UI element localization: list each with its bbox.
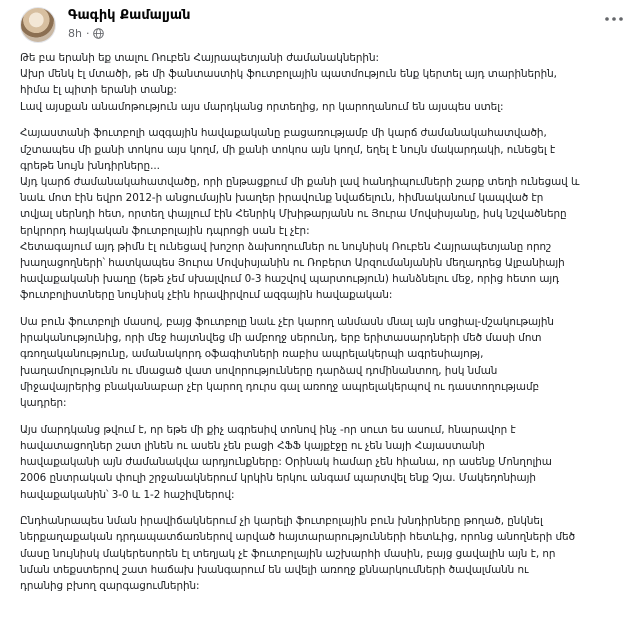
more-options-icon — [605, 17, 623, 21]
post-paragraph: Թե բա երանի եք տալու Ռուբեն Հայրապետյանի ժամանակներին: Ախր մենկ էլ մտածի, թե մի ֆանտաստիկ ֆուտբոլային պատմություն ենք կերտել այդ տարիներին, հիմա էլ պիտի երանի տանք: Լավ այսքան անամոթություն այս մարդկանց որտեղից, որ կարողանում են այսպես ստել: — [20, 52, 557, 113]
post-paragraph: Ընդհանրապես նման իրավիճակներում չի կարելի ֆուտբոլային բուն խնդիրները թողած, ընկնել ներքաղաքական դրդապատճառներով արված հայտարարությունների հետևից, որոնց անողների մեծ մասը նույնիսկ մակերեսորեն էլ տեղյակ չէ ֆուտբոլային աշխարհի մասին, բայց ցավալին այն է, որ նման տեքստերով շատ հաճախ խանգարում են ավելի առողջ քննարկումների ծավալմանն ու դրանից բխող զարգացումներին: — [20, 515, 576, 593]
more-options-button[interactable] — [602, 9, 626, 29]
post-time[interactable]: 8h — [68, 27, 82, 40]
post-body — [20, 50, 628, 594]
author-avatar[interactable] — [20, 7, 56, 43]
globe-icon — [93, 28, 104, 39]
author-name[interactable]: Գագիկ Քամալյան — [68, 8, 191, 23]
post-paragraph: Այս մարդկանց թվում է, որ եթե մի քիչ ագրեսիվ տոնով ինչ -որ սուտ ես ասում, հնարավոր է հավատացողներ շատ լինեն ու ասեն չեն բացի ՀՖՖ կայքէջը ու չեն նայի Հայաստանի հավաքականի այն ժամանակվա արդյունքները: Օրինակ համար չեն հիանա, որ ասենք Մոնղոլիա 2006 ընտրական փուլի շրջանակներում կրկին երկու անգամ պարտվել ենք Չյա. Մակեդոնիայի հավաքականին՝ 3-0 և 1-2 հաշիվներով: — [20, 423, 552, 501]
post-header — [20, 5, 630, 45]
post-paragraph: Հայաստանի ֆուտբոլի ազգային հավաքականը բացառությամբ մի կարճ ժամանակահատվածի, մշտապես մի քանի տոկոս այս կողմ, մի քանի տոկոս այն կողմ, եղել է նույն մակարդակի, ունեցել է գրեթե նույն խնդիրները... Այդ կարճ ժամանակահատվածը, որի ընթացքում մի քանի լավ հանդիպումների շարք տեղի ունեցավ և նաև մոտ էին եվրո 2012-ի անցումային խաղեր իրավունք նվաճելուն, հիմնականում կապված էր տվյալ սերնդի հետ, որտեղ փայլում էին Հենրիկ Մխիթարյանն ու Յուրա Մովսիսյանը, իսկ նշվածները երկրորդ հայկական ֆուտբոլային դպրոցի սան էլ չէր: Հետագայում այդ թիմն էլ ունեցավ խոշոր ձախողումներ ու նույնիսկ Ռուբեն Հայրապետյանը որոշ խաղացողների՝ հատկապես Յուրա Մովսիսյանին ու Ռոբերտ Արզումանյանին մեղադրեց Ալբանիայի հավաքականի խաղը (եթե չեմ սխալվում 0-3 հաշվով պարտություն) հանձնելու մեջ, որից հետո այդ ֆուտբոլիստները նույնիսկ չէին հրավիրվում ազգային հավաքական: — [20, 127, 580, 302]
post-paragraph: Սա բուն ֆուտբոլի մասով, բայց ֆուտբոլը նաև չէր կարող անմասն մնալ այն սոցիալ-մշակութային իրականությունից, որի մեջ հայտնվեց մի ամբողջ սերունդ, երբ երիտասարդների մեծ մասի մոտ գռողականությունը, ամանակորդ օֆագիտների ռաբիս ապրելակերպի ագրեսիայոթյ, խաղամոլությունն ու մնացած վատ սովորությունները դարձավ դոմինանտող, իսկ նման միջավայրերից բնականաբար չէր կարող դուրս գալ առողջ ապրելակերպով ու դաստողությամբ կադրեր: — [20, 316, 554, 410]
post-meta: 8h · — [68, 27, 104, 40]
